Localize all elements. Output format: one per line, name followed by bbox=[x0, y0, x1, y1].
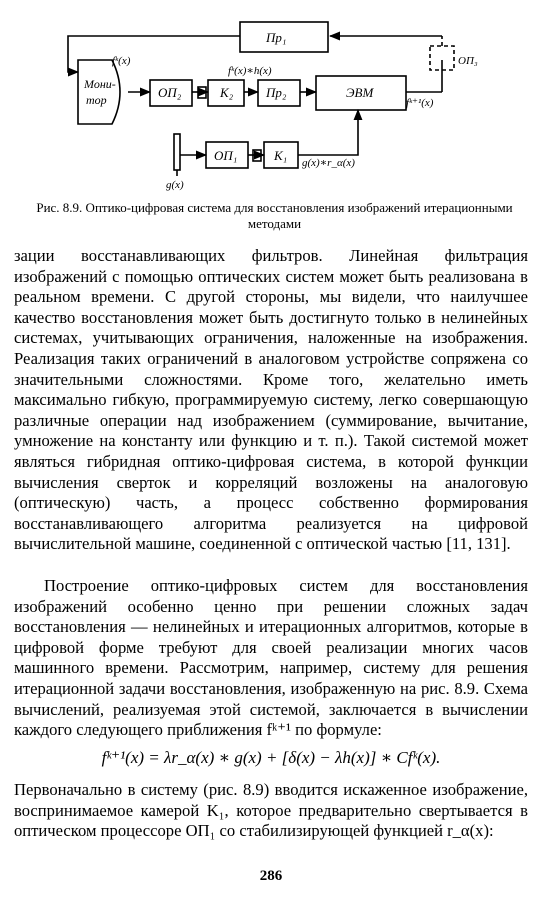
formula: fᵏ⁺¹(x) = λr_α(x) ∗ g(x) + [δ(x) − λh(x)] ∗ Cfᵏ(x). bbox=[101, 748, 441, 767]
signal-g-conv-r: g(x)∗r_α(x) bbox=[302, 157, 355, 169]
label-pr2: Пр₂ bbox=[266, 85, 287, 100]
label-monitor: Мони-тор bbox=[84, 77, 116, 107]
paragraph-3: Первоначально в систему (рис. 8.9) вводится искаженное изображение, воспринимаемое камерой K₁, которое предварительно свертывается в оптическом процессоре ОП₁ со стабилизирующей функцией r_α(x): bbox=[14, 780, 528, 841]
label-op3: ОП₃ bbox=[458, 55, 478, 67]
signal-fk1: fᵏ⁺¹(x) bbox=[406, 97, 434, 109]
signal-g: g(x) bbox=[166, 179, 184, 191]
paragraph-2: Построение оптико-цифровых систем для восстановления изображений особенно ценно при решении сложных задач восстановления — нелинейных и итерационных алгоритмов, которые в цифровой форме требуют для своей реализации многих часов машинного времени. Рассмотрим, например, систему для решения итерационной задачи восстановления, изображенную на рис. 8.9. Схема вычислений, реализуемая этой системой, заключается в вычислении каждого следующего приближения fᵏ⁺¹ по формуле: bbox=[14, 576, 528, 740]
label-k2: К₂ bbox=[220, 85, 234, 100]
label-evm: ЭВМ bbox=[346, 85, 374, 100]
paragraph-1: зации восстанавливающих фильтров. Линейная фильтрация изображений с помощью оптических систем может быть реализована в реальном времени. С другой стороны, мы видели, что наилучшее качество восстановления может быть достигнуто только в нелинейных системах, учитывающих ограничения, наложенные на изображения. Реализация таких ограничений в аналоговом устройстве сопряжена со значительными сложностями. Кроме того, желательно иметь максимально гибкую, программируемую систему, легко совершающую различные операции над изображением (суммирование, вычитание, умножение на константу или функцию и т. п.). Такой системой может являться гибридная оптико-цифровая система, в которой функции вычисления сверток и корреляций возложены на аналоговую (оптическую) часть, а процесс собственно формирования восстанавливающего алгоритма реализуется на цифровой вычислительной машине, соединенной с оптической частью [11, 131]. bbox=[14, 246, 528, 554]
label-op2: ОП₂ bbox=[158, 85, 182, 100]
block-monitor bbox=[78, 60, 120, 124]
label-pr1: Пр₁ bbox=[266, 30, 287, 45]
signal-fk-monitor: fᵏ(x) bbox=[112, 55, 131, 67]
page-number: 286 bbox=[259, 868, 283, 884]
figure-caption: Рис. 8.9. Оптико-цифровая система для восстановления изображений итерационными методами bbox=[36, 200, 513, 231]
label-k1: К₁ bbox=[274, 148, 288, 163]
label-op1: ОП₁ bbox=[214, 148, 238, 163]
signal-fk-conv-h: fᵏ(x)∗h(x) bbox=[228, 65, 272, 77]
system-diagram bbox=[0, 0, 542, 200]
